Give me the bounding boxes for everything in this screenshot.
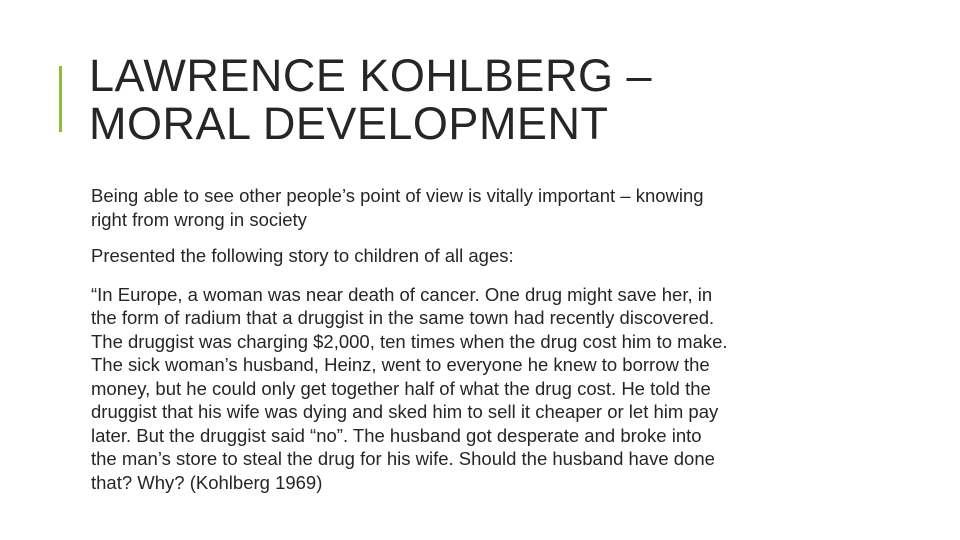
slide-body <box>91 184 871 494</box>
text-line: Presented the following story to children of all ages: <box>91 245 514 266</box>
text-line: Being able to see other people’s point of view is vitally important – knowing <box>91 185 704 206</box>
title-line: MORAL DEVELOPMENT <box>89 98 609 149</box>
text-line: “In Europe, a woman was near death of cancer. One drug might save her, in <box>91 283 713 305</box>
text-line: later. But the druggist said “no”. The husband got desperate and broke into <box>91 424 702 446</box>
text-line: The druggist was charging $2,000, ten times when the drug cost him to make. <box>91 330 728 352</box>
text-line: the man’s store to steal the drug for his wife. Should the husband have done <box>91 448 715 469</box>
text-line: druggist that his wife was dying and sked him to sell it cheaper or let him pay <box>91 401 719 422</box>
intro-paragraph <box>91 184 871 231</box>
title-line: LAWRENCE KOHLBERG – <box>89 50 652 101</box>
text-line: right from wrong in society <box>91 208 307 230</box>
text-line: that? Why? (Kohlberg 1969) <box>91 471 323 493</box>
heinz-dilemma-quote <box>91 283 871 495</box>
text-line: the form of radium that a druggist in the same town had recently discovered. <box>91 307 715 328</box>
story-intro-paragraph <box>91 244 871 268</box>
title-accent-bar <box>59 66 62 132</box>
text-line: The sick woman’s husband, Heinz, went to everyone he knew to borrow the <box>91 354 710 375</box>
slide-title <box>89 52 889 148</box>
text-line: money, but he could only get together half of what the drug cost. He told the <box>91 377 711 399</box>
